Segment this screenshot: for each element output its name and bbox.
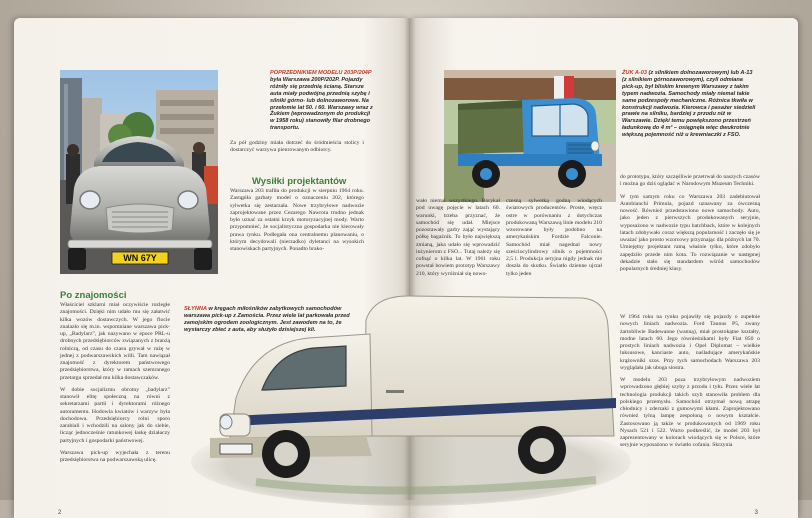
- license-plate: WN 67Y: [123, 253, 157, 263]
- photo-warszawa-pickup: [196, 286, 626, 500]
- caption-bottom-text: w kręgach miłośników zabytkowych samochodów warszawa pick-up z Zamościa. Przez wiele lat parkowała przed zamojskim ogrodem zoologicznym. Jest zawodem na to, że wystarczy zbieć z auta, aby służyło dzisiejszej kli.: [184, 306, 350, 333]
- heading-wysilki: Wysiłki projektantów: [252, 176, 347, 187]
- right-column-text1: [620, 174, 760, 273]
- section2-text2: W dobie socjalizmu obrotny „badylarz” stanowił elitę społeczną na równi z sekretarzami partii i dyrektorami różnego autoramentu. Hodowla kwiatów i warzyw była dochodowa. Przedsiębiorcy rolni sporo zarabiali i wchodzili na salony jak do siebie, licząc jednocześnie ratunkowej łaskę działaczy partyjnych i gospodarki państwowej.: [60, 386, 170, 444]
- intro-paragraph: [230, 140, 364, 155]
- warszawa-sedan-illustration: [60, 70, 218, 274]
- caption-zuk-text: (z silnikiem dolnozaworowym) lub A-13 (z silnikiem górnozaworowym), czyli odmiana pick-up, był bliskim krewnym Warszawy z takim typem nadwozia. Samochody miały niemal takie same podzespoły mechaniczne. Różnica tkwiła w konstrukcji nadwozia. Kierowca i pasażer siedzieli prawie na silniku, bardziej z przodu niż w Warszawie. Dzięki temu powiększono przestrzeń ładunkową do 4 m³ – osiągnęła więc dwukrotnie większą pojemność niż u krewniaczki z FSO.: [622, 70, 756, 139]
- intro-text: Za pół godziny miała dotrzeć do śródmieścia stolicy i dostarczyć warzywa pienrowanym odbiorcy.: [230, 140, 364, 154]
- heading-po-znajomosci: Po znajomości: [60, 290, 127, 301]
- right-column-text2: [620, 314, 760, 500]
- middle-column-text-b: [506, 198, 602, 276]
- folio-left: 2: [58, 510, 62, 516]
- photo-warszawa-sedan: [60, 70, 218, 274]
- middle-column-text: [416, 198, 500, 276]
- photo-zuk-pickup: [444, 70, 616, 202]
- section2-body: [60, 302, 170, 498]
- section2-text3: Warszawa pick-up wyjechała z terenu przedsiębiorstwa na podwarszawską ulicę.: [60, 449, 170, 463]
- caption-text: była Warszawa 200P/202P. Pojazdy różniły się przednią ścianą. Starsze auta miały podwójną przednią szybę i silniki górno- lub dolnozaworowe. Na przełomie lat 50. i 60. Warszawy wraz z Żukiem (wprowadzonym do produkcji w 1958 roku) stanowiły filar drobnego transportu.: [270, 76, 373, 132]
- right-col2-text: do prototypu, który szczęśliwie przetrwał do naszych czasów i można go dziś oglądać w Narodowym Muzeum Techniki.: [620, 174, 760, 188]
- right-col5-text: W modelu 203 poza trzybryłowym nadwoziem wprowadzono głębiej szyby z przodu i tyłu. Przez wiele lat technologia produkcji takich szyb stanowiła problem dla polskiego przemysłu. Samochód otrzymał nową atrapę chłodnicy i zderzaki z gumowymi kłami. Zaprojektowano również tylną lampę zespoloną o nowym kształcie. Zastosowano ją także w produkowanych od 1969 roku Nysach 521 i 522. Warto podkreślić, że model 203 był zaprezentowany w kolorach wiodących się w Polsce, które seryjnie wyposażono w światło cofania. Skrzynia: [620, 377, 760, 449]
- section2-text: Właściciel szklarni miał oczywiście rozległe znajomości. Dzięki nim udało mu się załatwić kilka wozów dostawczych. W jego flocie znalazło się m.in. wspomniane warszawa pick-up, „Badylarz”, jak nazywano w epoce PRL-u drobnych przedsiębiorców związanych z branżą rolniczą, od czasu do czasu grywał w rużę w jednej z podwarszawskich willi. Tam nawiązał znajomość z dyrektorem państwowego przedsiębiorstwa, który w ramach szemranego przetargu sprzedał mu kilka dostawczaków.: [60, 302, 170, 381]
- folio-right: 3: [754, 510, 758, 516]
- section1-body: [230, 188, 364, 296]
- section1-text: Warszawa 203 trafiła do produkcji w sierpniu 1964 roku. Zastąpiła garbaty model o oznaczeniu 202, którego sylwetka się zestarzała. Nowe trzybryłowe nadwozie zaprojektowane przez Cezarego Nawrota trudno jednak było uznać za ostatni krzyk motoryzacyjnej mody. Warto przypomnieć, że socjalistyczna gospodarka nie kierowały prawa rynku. Podlegała ona centralnemu planowaniu, o którym decydowali (nierzadko) dyletanci na wysokich stanowiskach partyjnych. Ponadto brako-: [230, 188, 364, 252]
- caption-top-left: [270, 70, 374, 132]
- middle-col-text: wało niemal wszystkiego. Borykał pod uwagę pojęcie w latach 60. warunki, trzeba przyznać, że samochód się udał. Miejsce pozostawały garby zająć wystający półkę bagażnik. To było największą zmianą, jaka udało się wprowadzić inżynierom z FSO... Tutaj należy się cofnąć o kilka lat. W 1961 roku powstał bowiem prototyp Warszawy 210, który wyróżniał się nowo-: [416, 198, 500, 277]
- caption-lead: POPRZEDNIKIEM MODELU 203P/204P: [270, 70, 372, 76]
- caption-zuk-lead: ŻUK A-03: [622, 70, 647, 76]
- zuk-pickup-illustration: [444, 70, 616, 202]
- right-col4-text: W 1964 roku na rynku pojawiły się pojazdy o zupełnie nowych liniach nadwozia. Ford Taunus P5, zwany żartobliwie Badewanne (wanną), miał prostokątne kształty, modne latach 60. Jego równieśnikami były Fiat 850 o prostych liniach nadwozia i Opel Diplomat – wielkie luksusowe, kanciaste auto, naśladujące amerykańskie krążowniki szos. Przy tych samochodach Warszawa 203 wyglądała jak uboga siostra.: [620, 314, 760, 371]
- caption-top-right: [622, 70, 756, 139]
- warszawa-pickup-illustration: [196, 286, 626, 500]
- caption-bottom-lead: SŁYNNA: [184, 306, 207, 312]
- right-col1-text: czesną sylwetką godną wiodących światowych producentów. Proste, wręcz ostre w porównaniu z dotychczas produkowaną Warszawą linie modelu 210 wzorowane były podobno na amerykańskim Fordzie Falconie. Samochód miał nagednal nowy sześciocylindrowy silnik o pojemności 2,5 l. Produkcja seryjna nigdy jednak nie doszła do skutku. Światło dzienne ujrzał tylko jeden: [506, 198, 602, 277]
- right-col3-text: W tym samym roku co Warszawa 203 zadebiutował Autobianchi Primula, pojazd uznawany za ówczesną nowość. Również przedstawiono nowe samochody. Auto, jako jeden z pierwszych produkowanych seryjnie, wyposażono w nadwozie typu hatchback, które w kolejnych latach zdobywało coraz większą popularność i zaczęło się je uważać jako prosto wzorcowy przyznając dla późnych lat 70. Umiejętny projektant ramą właśnie tylko, które zdobyło zapędziło przede nim kota. To rozwiązanie w następnej dekadzie stało się standardem wśród samochodów popularnych średniej klasy.: [620, 193, 760, 272]
